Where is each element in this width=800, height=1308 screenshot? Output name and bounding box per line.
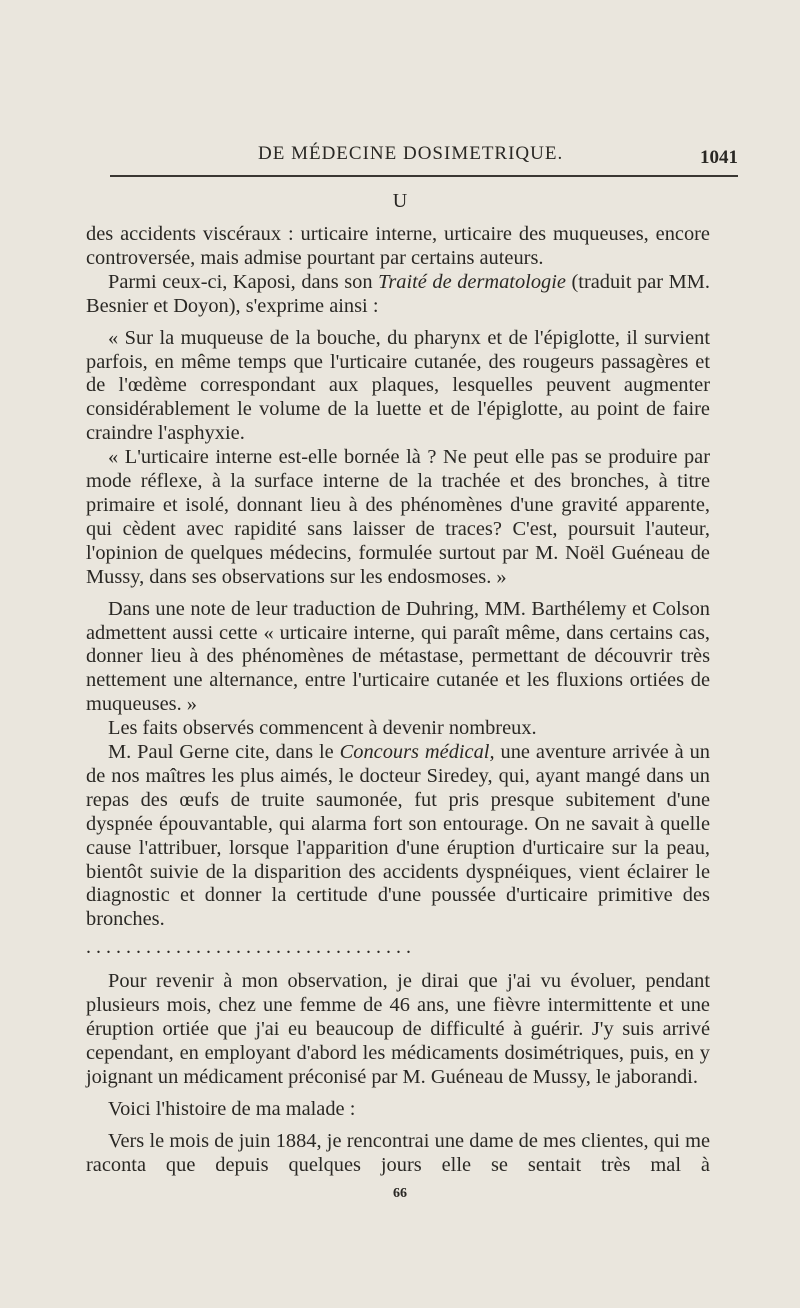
paragraph: Les faits observés commencent à devenir nombreux. xyxy=(108,717,537,740)
paragraph: des accidents viscéraux : urticaire interne, urticaire des muqueuses, encore controversée, mais admise pourtant par certains auteurs. xyxy=(86,223,710,269)
quote-paragraph: « L'urticaire interne est-elle bornée là ? Ne peut elle pas se produire par mode réflexe, à la surface interne de la trachée et des bronches, à titre primaire et isolé, donnant lieu à des phénomènes d'une gravité apparente, qui cèdent avec rapidité sans laisser de traces? C'est, poursuit l'auteur, l'opinion de quelques médecins, formulée surtout par M. Noël Guéneau de Mussy, dans ses observations sur les endosmoses. » xyxy=(86,446,710,588)
paragraph: Vers le mois de juin 1884, je rencontrai une dame de mes clientes, qui me raconta que depuis quelques jours elle se sentait très mal à xyxy=(86,1129,710,1176)
footer-signature: 66 xyxy=(393,1186,407,1201)
book-title: Traité de dermatologie xyxy=(378,270,566,293)
running-title: DE MÉDECINE DOSIMETRIQUE. xyxy=(258,143,564,164)
paragraph: M. Paul Gerne cite, dans le Concours médical, une aventure arrivée à un de nos maîtres les plus aimés, le docteur Siredey, qui, ayant mangé dans un repas des œufs de truite saumonée, fut pris presque subitement d'une dyspnée épouvantable, qui alarma fort son entourage. On ne savait à quelle cause l'attribuer, lorsque l'apparition d'une éruption d'urticaire sur la peau, bientôt suivie de la disparition des accidents dyspnéiques, vient éclairer le diagnostic et donner la certitude d'une poussée d'urticaire primitive des bronches. xyxy=(86,741,711,931)
page-number: 1041 xyxy=(700,147,738,168)
ellipsis-row: . . . . . . . . . . . . . . . . . . . . . . . . . . . . . . . . . xyxy=(86,936,411,959)
paragraph: Pour revenir à mon observation, je dirai que j'ai vu évoluer, pendant plusieurs mois, chez une femme de 46 ans, une fièvre intermittente et une éruption ortiée que j'ai eu beaucoup de difficulté à guérir. J'y suis arrivé cependant, en employant d'abord les médicaments dosimétriques, puis, en y joignant un médicament préconisé par M. Guéneau de Mussy, le jaborandi. xyxy=(86,970,710,1088)
paragraph: Dans une note de leur traduction de Duhring, MM. Barthélemy et Colson admettent aussi cette « urticaire interne, qui paraît même, dans certains cas, donner lieu à des phénomènes de métastase, permettant de découvrir très nettement une alternance, entre l'urticaire cutanée et les fluxions ortiées de muqueuses. » xyxy=(86,597,710,716)
paragraph: Parmi ceux-ci, Kaposi, dans son Traité de dermatologie (traduit par MM. Besnier et Doyon), s'exprime ainsi : xyxy=(86,270,710,317)
journal-title: Concours médical, xyxy=(339,741,495,764)
page-header xyxy=(110,143,738,179)
quote-paragraph: « Sur la muqueuse de la bouche, du pharynx et de l'épiglotte, il survient parfois, en même temps que l'urticaire cutanée, des rougeurs passagères et de l'œdème correspondant aux plaques, lesquelles peuvent augmenter considérablement le volume de la luette et de l'épiglotte, au point de faire craindre l'asphyxie. xyxy=(86,326,710,445)
signature-letter: U xyxy=(392,190,408,212)
paragraph: Voici l'histoire de ma malade : xyxy=(108,1097,356,1120)
header-rule xyxy=(110,175,738,177)
body-text xyxy=(86,223,710,1177)
